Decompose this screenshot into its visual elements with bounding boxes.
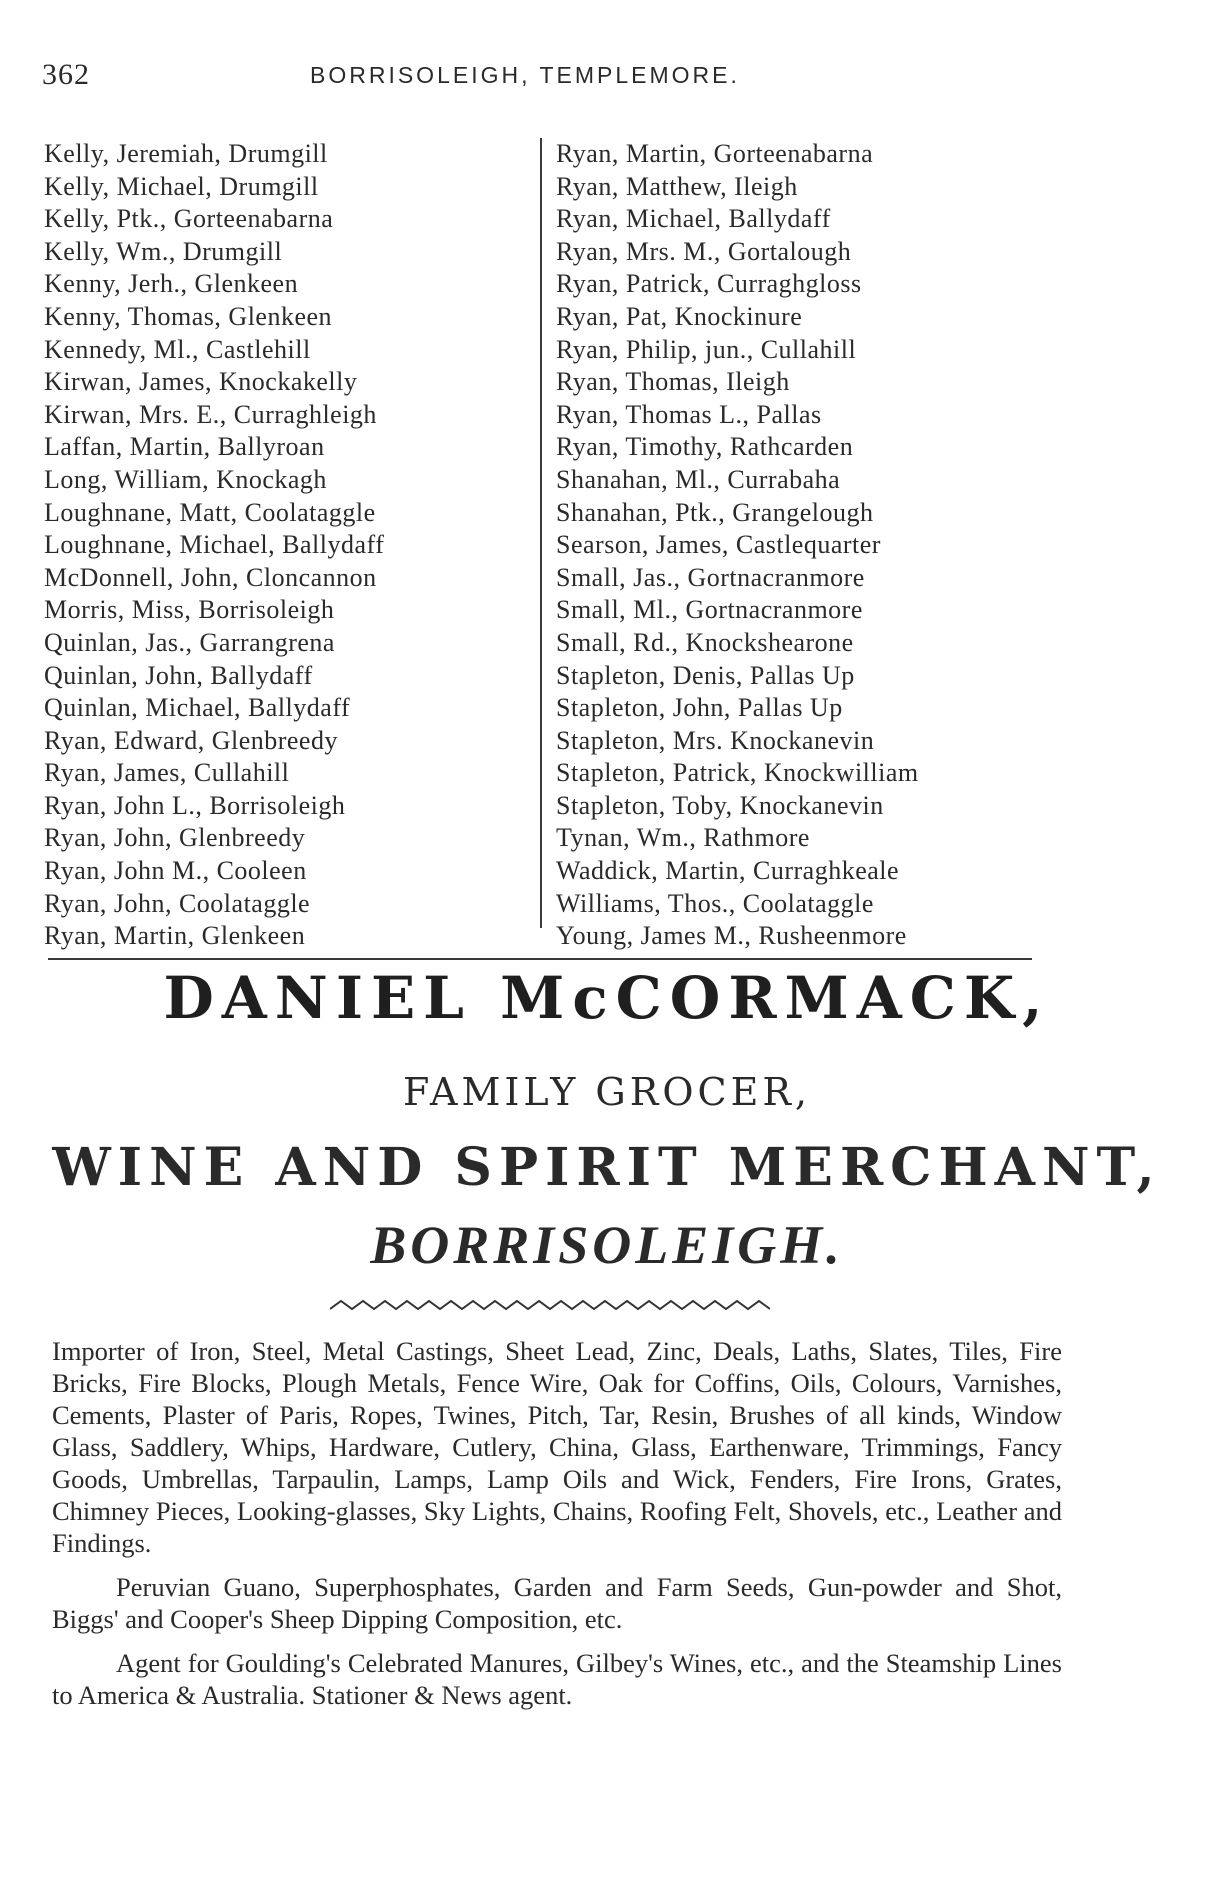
directory-entry: Ryan, Matthew, Ileigh: [556, 171, 798, 201]
directory-entry: Ryan, James, Cullahill: [44, 758, 290, 788]
directory-entry: Kelly, Ptk., Gorteenabarna: [44, 204, 334, 234]
directory-entry: Ryan, Mrs. M., Gortalough: [556, 236, 852, 266]
directory-entry: Stapleton, Toby, Knockanevin: [556, 790, 884, 820]
directory-entry: Tynan, Wm., Rathmore: [556, 823, 810, 853]
directory-entry: Ryan, Michael, Ballydaff: [556, 204, 831, 234]
advertiser-town: BORRISOLEIGH.: [370, 1215, 844, 1275]
directory-listing: [44, 138, 1034, 950]
ad-paragraph-agent: Agent for Goulding's Celebrated Manures, Gilbey's Wines, etc., and the Steamship Lines to America & Australia. Stationer & News agent.: [52, 1648, 1062, 1710]
directory-entry: Searson, James, Castlequarter: [556, 530, 881, 560]
directory-entry: Kenny, Jerh., Glenkeen: [44, 269, 299, 299]
directory-entry: Ryan, John L., Borrisoleigh: [44, 790, 346, 820]
directory-entry: Ryan, Thomas L., Pallas: [556, 399, 822, 429]
directory-entry: Kelly, Jeremiah, Drumgill: [44, 139, 328, 168]
directory-entry: Ryan, Edward, Glenbreedy: [44, 725, 338, 755]
directory-entry: Laffan, Martin, Ballyroan: [44, 432, 325, 462]
page-header: [42, 58, 1042, 98]
column-divider: [540, 138, 542, 928]
directory-entry: Stapleton, Patrick, Knockwilliam: [556, 758, 919, 788]
directory-entry: Kenny, Thomas, Glenkeen: [44, 301, 333, 331]
directory-entry: Ryan, Thomas, Ileigh: [556, 367, 790, 397]
running-head: BORRISOLEIGH, TEMPLEMORE.: [310, 62, 740, 88]
page-number: 362: [42, 58, 90, 91]
directory-entry: Stapleton, Mrs. Knockanevin: [556, 725, 875, 755]
directory-entry: Ryan, John, Coolataggle: [44, 888, 311, 918]
directory-entry: Young, James M., Rusheenmore: [556, 921, 907, 951]
directory-right-column: [556, 138, 1036, 953]
section-rule: [48, 958, 1032, 960]
directory-entry: Quinlan, Jas., Garrangrena: [44, 627, 335, 657]
directory-entry: Quinlan, Michael, Ballydaff: [44, 693, 351, 723]
directory-entry: Ryan, John M., Cooleen: [44, 856, 307, 886]
directory-entry: Ryan, Patrick, Curraghgloss: [556, 269, 862, 299]
directory-entry: Ryan, John, Glenbreedy: [44, 823, 306, 853]
directory-entry: Kennedy, Ml., Castlehill: [44, 334, 311, 364]
directory-entry: Ryan, Philip, jun., Cullahill: [556, 334, 857, 364]
directory-entry: Shanahan, Ml., Currabaha: [556, 464, 841, 494]
advertiser-trade: FAMILY GROCER,: [402, 1070, 812, 1114]
directory-entry: Williams, Thos., Coolataggle: [556, 888, 874, 918]
directory-left-column: [44, 138, 534, 953]
directory-entry: Small, Rd., Knockshearone: [556, 627, 854, 657]
decorative-zigzag-ornament: [330, 1295, 770, 1319]
directory-entry: Ryan, Timothy, Rathcarden: [556, 432, 854, 462]
directory-entry: Ryan, Pat, Knockinure: [556, 301, 803, 331]
directory-entry: Kirwan, Mrs. E., Curraghleigh: [44, 399, 377, 429]
advertiser-merchant-line: WINE AND SPIRIT MERCHANT,: [52, 1137, 1162, 1198]
directory-entry: Stapleton, Denis, Pallas Up: [556, 660, 855, 690]
directory-entry: Loughnane, Michael, Ballydaff: [44, 530, 385, 560]
ad-paragraph-guano: Peruvian Guano, Superphosphates, Garden and Farm Seeds, Gun-powder and Shot, Biggs' and Cooper's Sheep Dipping Composition, etc.: [52, 1572, 1062, 1634]
advertiser-name: DANIEL McCORMACK,: [163, 964, 1051, 1032]
directory-entry: Ryan, Martin, Glenkeen: [44, 921, 306, 951]
directory-entry: Ryan, Martin, Gorteenabarna: [556, 139, 874, 168]
ad-paragraph-importer: Importer of Iron, Steel, Metal Castings, Sheet Lead, Zinc, Deals, Laths, Slates, Tiles, Fire Bricks, Fire Blocks, Plough Metals, Fence Wire, Oak for Coffins, Oils, Colours, Varnishes, Cements, Plaster of Paris, Ropes, Twines, Pitch, Tar, Resin, Brushes of all kinds, Window Glass, Saddlery, Whips, Hardware, Cutlery, China, Glass, Earthenware, Trimmings, Fancy Goods, Umbrellas, Tarpaulin, Lamps, Lamp Oils and Wick, Fenders, Fire Irons, Grates, Chimney Pieces, Looking-glasses, Sky Lights, Chains, Roofing Felt, Shovels, etc., Leather and Findings.: [52, 1336, 1062, 1558]
directory-entry: Morris, Miss, Borrisoleigh: [44, 595, 335, 625]
advertisement-body: [52, 1335, 1062, 1723]
directory-entry: Kelly, Michael, Drumgill: [44, 171, 319, 201]
directory-entry: Quinlan, John, Ballydaff: [44, 660, 313, 690]
directory-entry: Kelly, Wm., Drumgill: [44, 236, 283, 266]
directory-entry: Small, Ml., Gortnacranmore: [556, 595, 863, 625]
directory-entry: Loughnane, Matt, Coolataggle: [44, 497, 376, 527]
directory-entry: McDonnell, John, Cloncannon: [44, 562, 377, 592]
directory-entry: Stapleton, John, Pallas Up: [556, 693, 843, 723]
directory-entry: Kirwan, James, Knockakelly: [44, 367, 358, 397]
directory-entry: Small, Jas., Gortnacranmore: [556, 562, 865, 592]
directory-entry: Shanahan, Ptk., Grangelough: [556, 497, 874, 527]
directory-entry: Long, William, Knockagh: [44, 464, 327, 494]
directory-entry: Waddick, Martin, Curraghkeale: [556, 856, 900, 886]
